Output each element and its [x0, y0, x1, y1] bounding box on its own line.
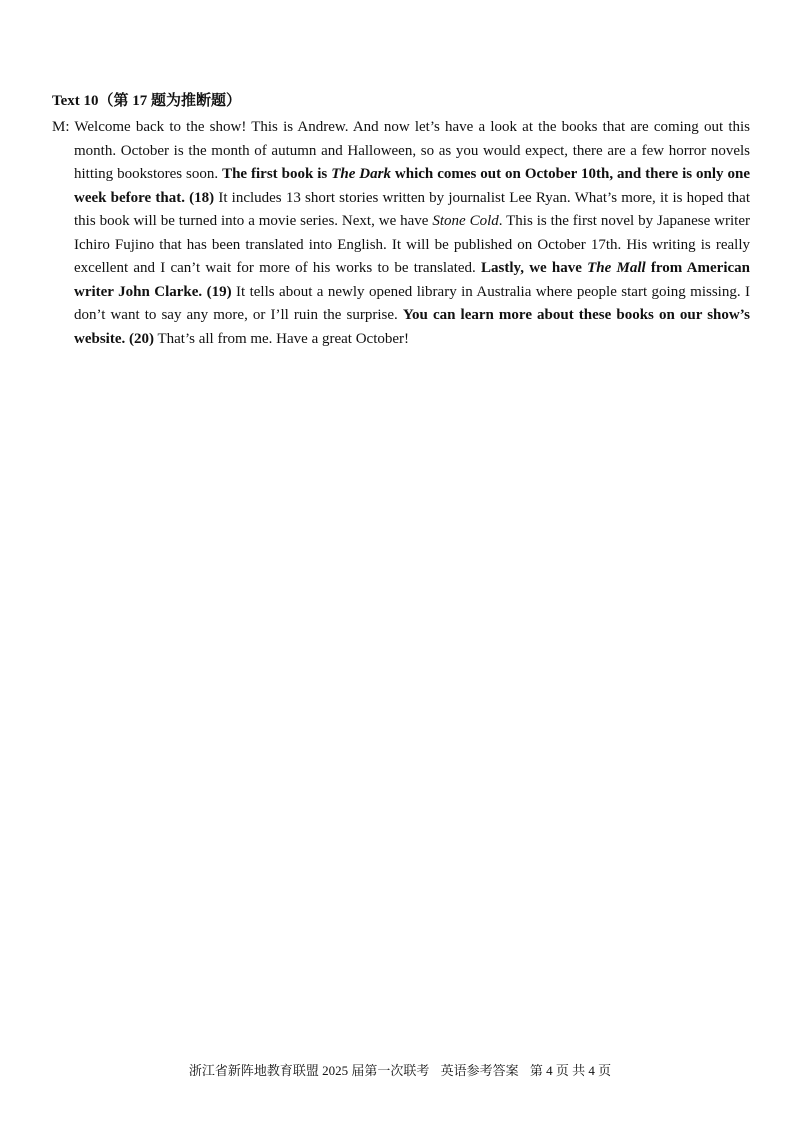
- transcript-segment: It includes 13 short stories written by journalist Lee Ryan. What’s more, it is hoped that this book will be turned into a movie series. Next, we have: [74, 189, 750, 229]
- exam-name: 浙江省新阵地教育联盟 2025 届第一次联考: [188, 1063, 430, 1078]
- page-footer: [0, 1062, 800, 1080]
- subject-name: 英语参考答案: [440, 1063, 519, 1078]
- transcript-segment: The Mall: [587, 260, 646, 276]
- speaker-label: M:: [52, 119, 75, 135]
- transcript-segment: Stone Cold: [432, 213, 499, 229]
- transcript-segment: from American writer John Clarke. (19): [74, 260, 750, 300]
- page-number: 第 4 页 共 4 页: [529, 1063, 612, 1078]
- transcript-segment: Welcome back to the show! This is Andrew. And now let’s have a look at the books that are coming out this month. October is the month of autumn and Halloween, so as you would expect, there are a few horror novels hitting bookstores soon.: [74, 119, 750, 182]
- transcript-segment: The Dark: [331, 166, 391, 182]
- transcript-segment: Lastly, we have: [481, 260, 588, 276]
- transcript-segment: which comes out on October 10th, and there is only one week before that. (18): [74, 166, 750, 206]
- section-heading: [52, 90, 241, 112]
- transcript-segment: It tells about a newly opened library in Australia where people start going missing. I don’t want to say any more, or I’ll ruin the surprise.: [74, 283, 750, 323]
- section-label: Text 10: [52, 93, 99, 109]
- question-type-note: （第 17 题为推断题）: [98, 93, 242, 109]
- transcript-segment: You can learn more about these books on our show’s website. (20): [74, 307, 750, 347]
- transcript-segment: . This is the first novel by Japanese writer Ichiro Fujino that has been translated into English. It will be published on October 17th. His writing is really excellent and I can’t wait for more of his works to be translated.: [74, 213, 751, 276]
- transcript-segment: The first book is: [222, 166, 332, 182]
- transcript-segment: That’s all from me. Have a great October!: [153, 330, 410, 347]
- listening-transcript: [52, 116, 750, 351]
